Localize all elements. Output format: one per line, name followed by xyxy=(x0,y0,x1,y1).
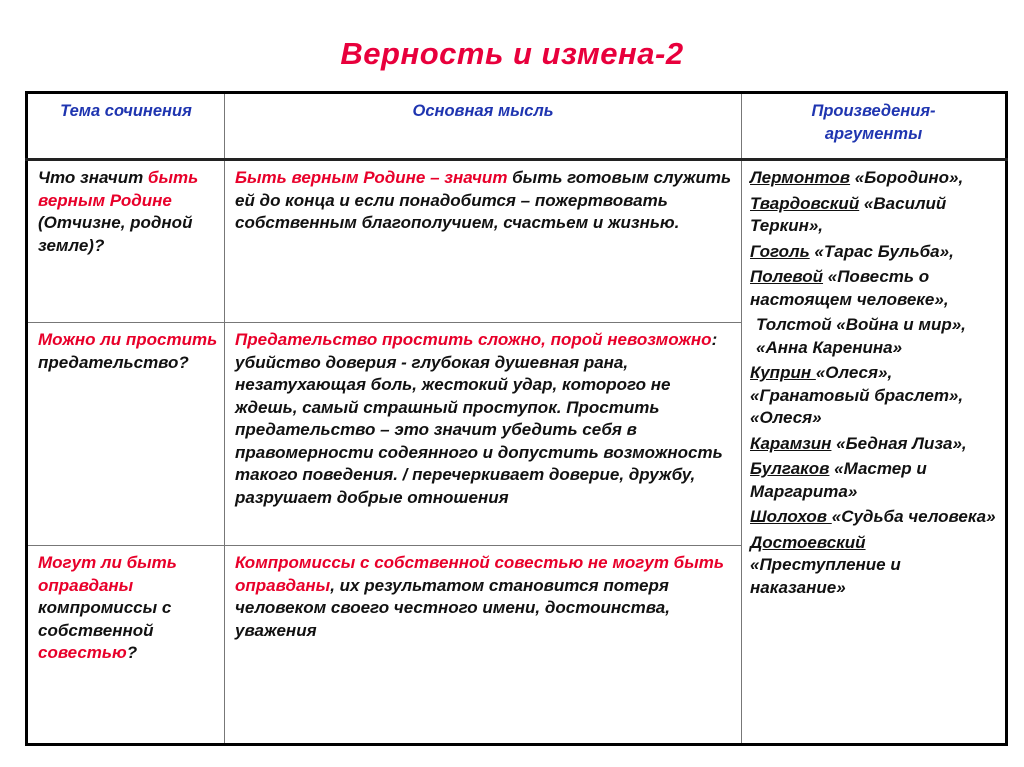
work-title: «Василий Теркин», xyxy=(750,193,947,235)
idea-cell xyxy=(225,323,742,546)
work-item xyxy=(750,241,997,264)
work-author: Карамзин xyxy=(750,433,832,453)
works-cell xyxy=(742,160,1007,745)
topic-text: ? xyxy=(126,643,138,662)
idea-text: быть готовым служить ей до конца и если понадобится – пожертвовать собственным благополучием, счастьем и жизнью. xyxy=(235,168,732,232)
table-row xyxy=(27,160,1007,323)
work-title: «Тарас Бульба», xyxy=(809,241,954,261)
work-author: Булгаков xyxy=(750,459,830,478)
topic-cell xyxy=(27,546,225,745)
work-item xyxy=(750,532,997,600)
work-item xyxy=(750,167,997,190)
idea-highlight: Быть верным Родине – значит xyxy=(235,168,508,187)
arguments-table xyxy=(25,91,1008,746)
works-list xyxy=(742,161,1005,599)
work-title: «Преступление и наказание» xyxy=(750,555,901,597)
work-author: Твардовский xyxy=(750,193,860,213)
work-title: «Судьба человека» xyxy=(831,507,996,526)
work-item xyxy=(750,193,997,238)
idea-highlight: Предательство простить сложно, порой невозможно xyxy=(235,330,712,349)
work-title: «Бородино», xyxy=(850,168,964,187)
work-author: Лермонтов xyxy=(750,168,851,187)
header-row xyxy=(27,93,1007,160)
topic-text: Что значит xyxy=(38,168,148,187)
work-author: Гоголь xyxy=(750,241,810,261)
work-author: Полевой xyxy=(750,267,824,286)
topic-text: предательство? xyxy=(38,352,189,372)
work-title: Толстой «Война и мир», «Анна Каренина» xyxy=(756,315,966,357)
topic-text: (Отчизне, родной земле)? xyxy=(38,213,193,255)
work-item xyxy=(750,266,997,311)
slide-title: Верность и измена-2 xyxy=(340,36,684,71)
work-title: «Повесть о настоящем человеке», xyxy=(750,267,949,309)
header-main-idea: Основная мысль xyxy=(225,93,742,160)
work-title: «Бедная Лиза», xyxy=(831,433,967,453)
work-title: «Олеся», «Гранатовый браслет», «Олеся» xyxy=(750,363,964,427)
work-author: Достоевский xyxy=(750,532,866,552)
topic-highlight: совестью xyxy=(38,643,127,662)
idea-text: , их результатом становится потеря человеком своего честного имени, достоинства, уважения xyxy=(235,575,670,640)
work-author: Шолохов xyxy=(750,507,832,526)
topic-highlight: Могут ли быть оправданы xyxy=(38,553,177,595)
work-item xyxy=(750,433,997,456)
header-topic: Тема сочинения xyxy=(27,93,225,160)
work-item xyxy=(750,458,997,503)
topic-highlight: Можно ли простить xyxy=(38,330,218,349)
topic-highlight: быть верным Родине xyxy=(38,168,199,210)
work-item xyxy=(750,506,997,529)
topic-text: компромиссы с собственной xyxy=(38,598,172,640)
work-author: Куприн xyxy=(750,363,816,382)
idea-cell xyxy=(225,546,742,745)
work-item xyxy=(750,362,997,430)
topic-cell xyxy=(27,160,225,323)
idea-highlight: Компромиссы с собственной совестью не могут быть оправданы xyxy=(235,553,724,595)
work-item xyxy=(750,314,997,359)
header-works: Произведения-аргументы xyxy=(742,93,1007,160)
topic-cell xyxy=(27,323,225,546)
idea-cell xyxy=(225,160,742,323)
idea-text: : убийство доверия - глубокая душевная рана, незатухающая боль, жестокий удар, которого не ждешь, самый страшный проступок. Простить предательство – это значит убедить себя в правомерности содеянного и допустить возможность такого поведения. / перечеркивает доверие, дружбу, разрушает добрые отношения xyxy=(235,330,723,507)
work-title: «Мастер и Маргарита» xyxy=(750,459,927,501)
